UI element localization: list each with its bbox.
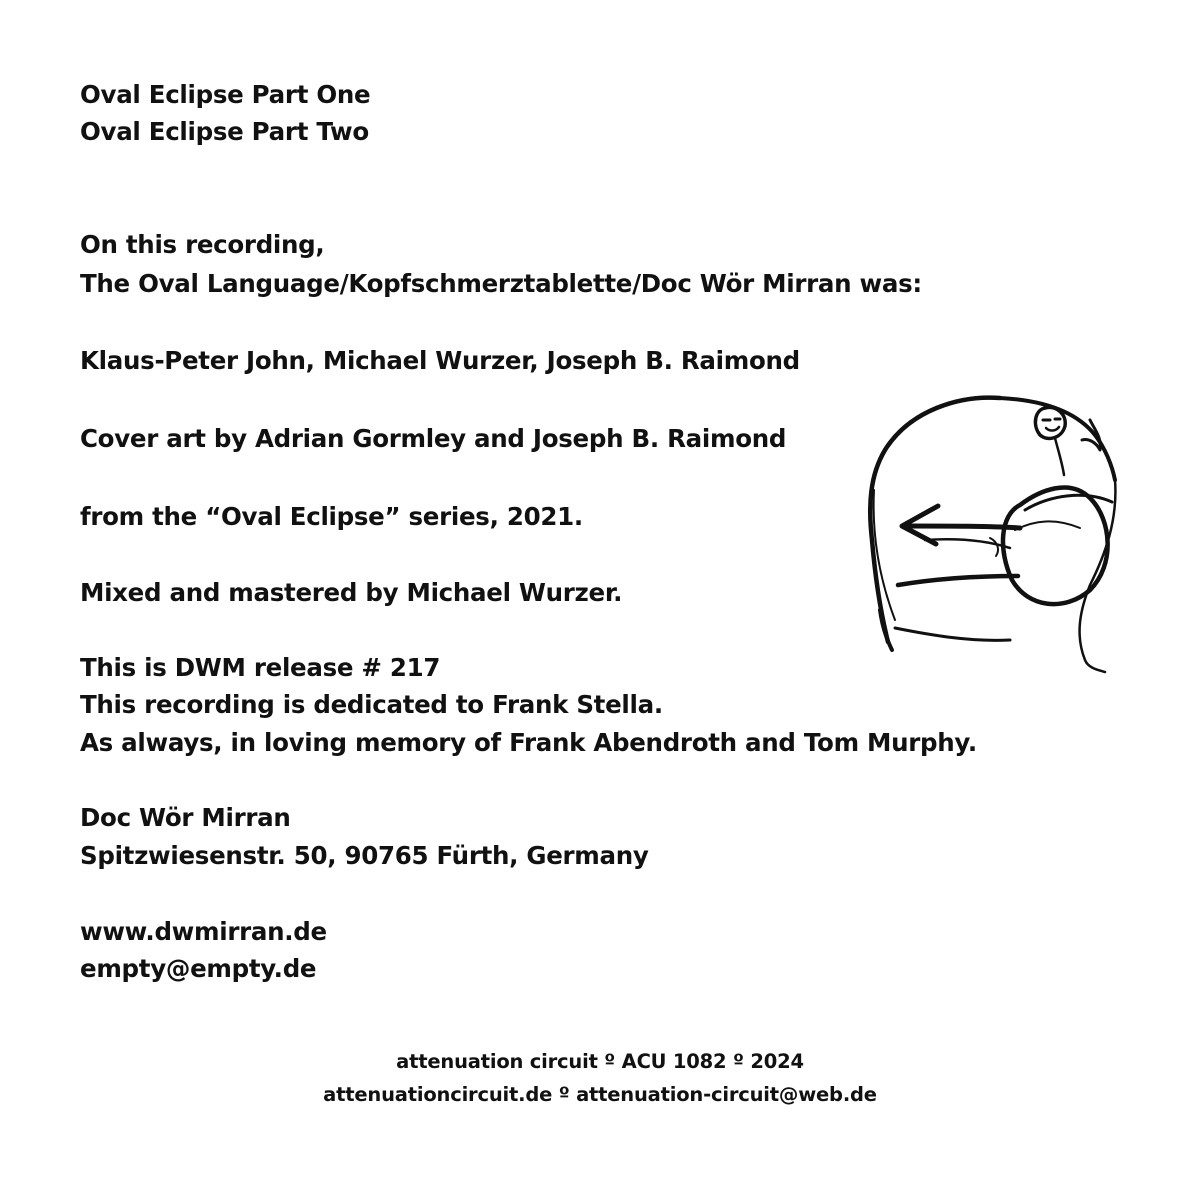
track-title-2: Oval Eclipse Part Two xyxy=(80,117,369,146)
track-title-1: Oval Eclipse Part One xyxy=(80,80,371,109)
label-name: Doc Wör Mirran xyxy=(80,803,291,832)
series-note: from the “Oval Eclipse” series, 2021. xyxy=(80,502,583,531)
footer-catalog: attenuation circuit º ACU 1082 º 2024 xyxy=(396,1050,804,1073)
website-link[interactable]: www.dwmirran.de xyxy=(80,917,327,946)
release-number: This is DWM release # 217 xyxy=(80,653,441,682)
credits-intro-line-2: The Oval Language/Kopfschmerztablette/Doc Wör Mirran was: xyxy=(80,269,922,298)
credits-intro-line-1: On this recording, xyxy=(80,230,325,259)
label-address: Spitzwiesenstr. 50, 90765 Fürth, Germany xyxy=(80,841,649,870)
footer-links[interactable]: attenuationcircuit.de º attenuation-circuit@web.de xyxy=(323,1083,877,1106)
dedication: This recording is dedicated to Frank Stella. xyxy=(80,690,663,719)
band-members: Klaus-Peter John, Michael Wurzer, Joseph B. Raimond xyxy=(80,346,800,375)
cover-art-credit: Cover art by Adrian Gormley and Joseph B. Raimond xyxy=(80,424,787,453)
memorial-note: As always, in loving memory of Frank Abendroth and Tom Murphy. xyxy=(80,728,977,757)
mixing-credit: Mixed and mastered by Michael Wurzer. xyxy=(80,578,623,607)
ink-sketch-head-with-arrow-icon xyxy=(850,380,1140,680)
email-link[interactable]: empty@empty.de xyxy=(80,954,317,983)
